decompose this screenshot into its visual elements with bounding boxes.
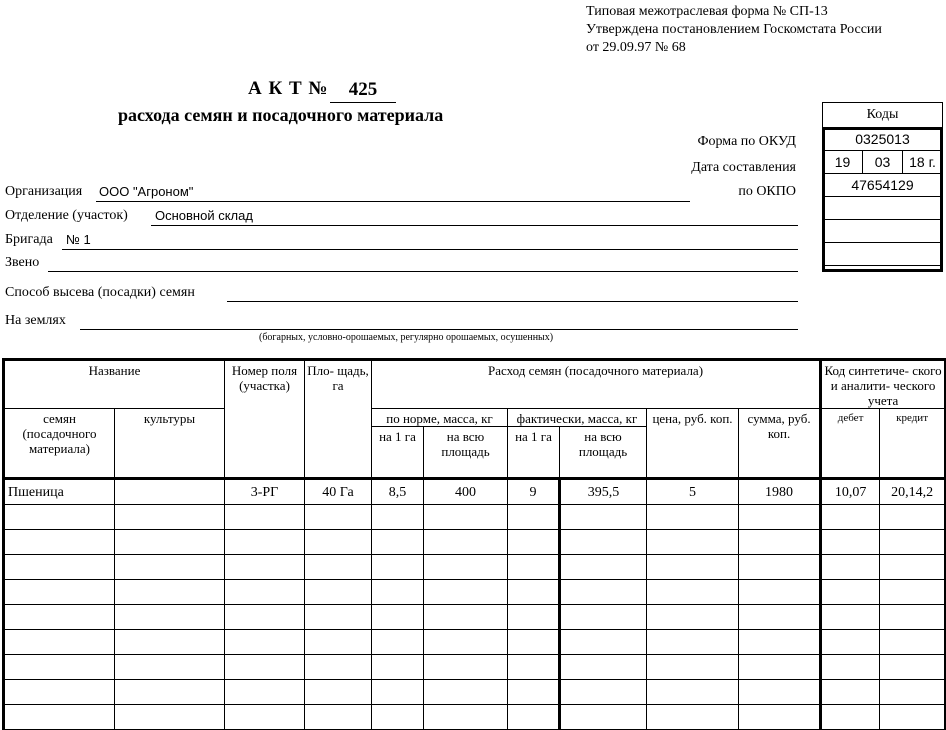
col-norm-total-header: на всю площадь <box>424 427 508 479</box>
table-cell-empty[interactable] <box>647 605 739 630</box>
okud-code[interactable]: 0325013 <box>823 128 943 151</box>
table-cell-empty[interactable] <box>508 705 560 730</box>
codes-header: Коды <box>823 103 943 128</box>
zveno-label: Звено <box>5 255 40 270</box>
table-row-empty[interactable] <box>4 655 946 680</box>
table-cell-empty[interactable] <box>821 630 880 655</box>
table-cell-empty[interactable] <box>372 705 424 730</box>
table-cell-empty[interactable] <box>560 530 647 555</box>
cell-area[interactable]: 40 Га <box>305 479 372 505</box>
date-cell[interactable] <box>823 151 942 173</box>
table-row[interactable] <box>4 479 946 505</box>
table-cell-empty[interactable] <box>739 705 821 730</box>
table-cell-empty[interactable] <box>821 605 880 630</box>
table-cell-empty[interactable] <box>647 505 739 530</box>
date-label: Дата составления <box>691 160 796 175</box>
table-cell-empty[interactable] <box>880 630 946 655</box>
table-row-empty[interactable] <box>4 630 946 655</box>
table-cell-empty[interactable] <box>424 555 508 580</box>
table-cell-empty[interactable] <box>4 530 115 555</box>
table-cell-empty[interactable] <box>647 530 739 555</box>
table-cell-empty[interactable] <box>372 530 424 555</box>
code-empty-1[interactable] <box>823 197 943 220</box>
table-cell-empty[interactable] <box>305 655 372 680</box>
method-line <box>227 301 798 302</box>
cell-field[interactable]: 3-РГ <box>225 479 305 505</box>
brigade-line <box>62 249 798 250</box>
col-culture-header: культуры <box>115 409 225 479</box>
table-cell-empty[interactable] <box>560 505 647 530</box>
codes-box <box>822 102 943 266</box>
cell-sum[interactable]: 1980 <box>739 479 821 505</box>
table-cell-empty[interactable] <box>560 655 647 680</box>
table-cell-empty[interactable] <box>305 705 372 730</box>
table-cell-empty[interactable] <box>647 655 739 680</box>
table-cell-empty[interactable] <box>508 605 560 630</box>
dept-value[interactable]: Основной склад <box>155 208 253 223</box>
table-cell-empty[interactable] <box>305 505 372 530</box>
act-subtitle: расхода семян и посадочного материала <box>118 105 444 125</box>
table-cell-empty[interactable] <box>821 580 880 605</box>
table-cell-empty[interactable] <box>372 505 424 530</box>
table-row-empty[interactable] <box>4 530 946 555</box>
cell-seeds[interactable]: Пшеница <box>4 479 115 505</box>
col-name-header: Название <box>4 360 225 409</box>
table-cell-empty[interactable] <box>4 505 115 530</box>
table-cell-empty[interactable] <box>821 705 880 730</box>
table-cell-empty[interactable] <box>372 680 424 705</box>
table-cell-empty[interactable] <box>115 680 225 705</box>
code-empty-3[interactable] <box>823 243 943 266</box>
table-cell-empty[interactable] <box>115 580 225 605</box>
table-cell-empty[interactable] <box>115 655 225 680</box>
table-cell-empty[interactable] <box>880 705 946 730</box>
table-cell-empty[interactable] <box>739 505 821 530</box>
table-cell-empty[interactable] <box>424 630 508 655</box>
approval-line: Утверждена постановлением Госкомстата России <box>586 22 882 37</box>
cell-credit[interactable]: 20,14,2 <box>880 479 946 505</box>
method-label: Способ высева (посадки) семян <box>5 285 195 300</box>
okud-label: Форма по ОКУД <box>697 134 796 149</box>
table-cell-empty[interactable] <box>115 505 225 530</box>
brigade-label: Бригада <box>5 232 53 247</box>
table-cell-empty[interactable] <box>560 705 647 730</box>
table-row-empty[interactable] <box>4 705 946 730</box>
col-credit-header: кредит <box>880 409 946 479</box>
table-cell-empty[interactable] <box>225 530 305 555</box>
table-cell-empty[interactable] <box>225 705 305 730</box>
table-cell-empty[interactable] <box>739 630 821 655</box>
table-cell-empty[interactable] <box>305 605 372 630</box>
col-area-header: Пло- щадь, га <box>305 360 372 479</box>
table-cell-empty[interactable] <box>647 630 739 655</box>
col-price-header: цена, руб. коп. <box>647 409 739 479</box>
seed-consumption-table <box>2 358 946 730</box>
brigade-value[interactable]: № 1 <box>66 232 91 247</box>
table-cell-empty[interactable] <box>424 605 508 630</box>
land-hint: (богарных, условно-орошаемых, регулярно орошаемых, осушенных) <box>259 332 554 343</box>
table-cell-empty[interactable] <box>508 580 560 605</box>
table-cell-empty[interactable] <box>880 555 946 580</box>
table-cell-empty[interactable] <box>880 655 946 680</box>
table-cell-empty[interactable] <box>305 630 372 655</box>
table-row-empty[interactable] <box>4 580 946 605</box>
table-cell-empty[interactable] <box>424 705 508 730</box>
table-cell-empty[interactable] <box>880 680 946 705</box>
table-cell-empty[interactable] <box>225 630 305 655</box>
table-cell-empty[interactable] <box>821 505 880 530</box>
table-cell-empty[interactable] <box>560 680 647 705</box>
table-cell-empty[interactable] <box>424 680 508 705</box>
table-cell-empty[interactable] <box>739 655 821 680</box>
table-cell-empty[interactable] <box>508 530 560 555</box>
table-cell-empty[interactable] <box>115 705 225 730</box>
table-cell-empty[interactable] <box>4 680 115 705</box>
table-cell-empty[interactable] <box>305 680 372 705</box>
table-cell-empty[interactable] <box>225 655 305 680</box>
table-cell-empty[interactable] <box>880 580 946 605</box>
col-norm-header: по норме, масса, кг <box>372 409 508 427</box>
table-cell-empty[interactable] <box>880 505 946 530</box>
col-consumption-header: Расход семян (посадочного материала) <box>372 360 821 409</box>
table-cell-empty[interactable] <box>4 580 115 605</box>
date-day[interactable]: 19 <box>823 151 863 173</box>
table-cell-empty[interactable] <box>115 605 225 630</box>
zveno-line <box>48 271 798 272</box>
table-row-empty[interactable] <box>4 680 946 705</box>
table-cell-empty[interactable] <box>4 555 115 580</box>
table-cell-empty[interactable] <box>4 630 115 655</box>
col-sum-header: сумма, руб. коп. <box>739 409 821 479</box>
table-cell-empty[interactable] <box>225 505 305 530</box>
table-cell-empty[interactable] <box>372 630 424 655</box>
land-label: На землях <box>5 313 66 328</box>
table-cell-empty[interactable] <box>424 530 508 555</box>
table-cell-empty[interactable] <box>305 530 372 555</box>
table-cell-empty[interactable] <box>115 530 225 555</box>
table-cell-empty[interactable] <box>821 555 880 580</box>
table-cell-empty[interactable] <box>880 605 946 630</box>
dept-label: Отделение (участок) <box>5 208 128 223</box>
org-line <box>96 201 690 202</box>
org-value[interactable]: ООО "Агроном" <box>99 184 194 199</box>
cell-act-ha[interactable]: 9 <box>508 479 560 505</box>
table-cell-empty[interactable] <box>739 580 821 605</box>
table-row-empty[interactable] <box>4 555 946 580</box>
col-norm-ha-header: на 1 га <box>372 427 424 479</box>
cell-act-total[interactable]: 395,5 <box>560 479 647 505</box>
table-cell-empty[interactable] <box>424 580 508 605</box>
table-cell-empty[interactable] <box>225 605 305 630</box>
dept-line <box>151 225 798 226</box>
table-cell-empty[interactable] <box>225 555 305 580</box>
cell-norm-total[interactable]: 400 <box>424 479 508 505</box>
table-cell-empty[interactable] <box>4 605 115 630</box>
col-act-ha-header: на 1 га <box>508 427 560 479</box>
cell-price[interactable]: 5 <box>647 479 739 505</box>
date-year[interactable]: 18 г. <box>909 154 936 170</box>
table-cell-empty[interactable] <box>739 680 821 705</box>
table-cell-empty[interactable] <box>821 530 880 555</box>
act-number[interactable]: 425 <box>330 78 396 103</box>
table-cell-empty[interactable] <box>647 580 739 605</box>
table-cell-empty[interactable] <box>821 655 880 680</box>
table-cell-empty[interactable] <box>225 680 305 705</box>
col-act-total-header: на всю площадь <box>560 427 647 479</box>
table-cell-empty[interactable] <box>372 580 424 605</box>
table-cell-empty[interactable] <box>647 680 739 705</box>
col-code-header: Код синтетиче- ского и аналити- ческого учета <box>821 360 946 409</box>
form-approval <box>586 3 882 57</box>
table-cell-empty[interactable] <box>372 555 424 580</box>
col-debit-header: дебет <box>821 409 880 479</box>
table-cell-empty[interactable] <box>115 555 225 580</box>
table-cell-empty[interactable] <box>305 555 372 580</box>
table-cell-empty[interactable] <box>4 705 115 730</box>
table-cell-empty[interactable] <box>225 580 305 605</box>
table-cell-empty[interactable] <box>508 630 560 655</box>
table-cell-empty[interactable] <box>372 605 424 630</box>
cell-norm-ha[interactable]: 8,5 <box>372 479 424 505</box>
table-cell-empty[interactable] <box>647 555 739 580</box>
org-label: Организация <box>5 184 83 199</box>
col-field-header: Номер поля (участка) <box>225 360 305 479</box>
table-cell-empty[interactable] <box>647 705 739 730</box>
okpo-label: по ОКПО <box>738 184 796 199</box>
land-line <box>80 329 798 330</box>
table-row-empty[interactable] <box>4 605 946 630</box>
table-cell-empty[interactable] <box>305 580 372 605</box>
date-month[interactable]: 03 <box>863 151 903 173</box>
table-cell-empty[interactable] <box>508 505 560 530</box>
table-cell-empty[interactable] <box>424 655 508 680</box>
table-cell-empty[interactable] <box>560 605 647 630</box>
table-cell-empty[interactable] <box>739 605 821 630</box>
cell-debit[interactable]: 10,07 <box>821 479 880 505</box>
form-type-line: Типовая межотраслевая форма № СП-13 <box>586 4 828 19</box>
col-actual-header: фактически, масса, кг <box>508 409 647 427</box>
table-cell-empty[interactable] <box>508 680 560 705</box>
act-label: А К Т № <box>248 78 329 99</box>
table-cell-empty[interactable] <box>739 530 821 555</box>
table-cell-empty[interactable] <box>508 555 560 580</box>
table-cell-empty[interactable] <box>115 630 225 655</box>
table-cell-empty[interactable] <box>560 555 647 580</box>
okpo-code[interactable]: 47654129 <box>823 174 943 197</box>
approval-date-line: от 29.09.97 № 68 <box>586 40 686 55</box>
table-cell-empty[interactable] <box>560 630 647 655</box>
table-cell-empty[interactable] <box>508 655 560 680</box>
table-cell-empty[interactable] <box>4 655 115 680</box>
table-cell-empty[interactable] <box>821 680 880 705</box>
table-cell-empty[interactable] <box>372 655 424 680</box>
col-seeds-header: семян (посадочного материала) <box>4 409 115 479</box>
cell-culture[interactable] <box>115 479 225 505</box>
table-cell-empty[interactable] <box>424 505 508 530</box>
code-empty-2[interactable] <box>823 220 943 243</box>
table-cell-empty[interactable] <box>880 530 946 555</box>
table-row-empty[interactable] <box>4 505 946 530</box>
table-cell-empty[interactable] <box>560 580 647 605</box>
table-cell-empty[interactable] <box>739 555 821 580</box>
